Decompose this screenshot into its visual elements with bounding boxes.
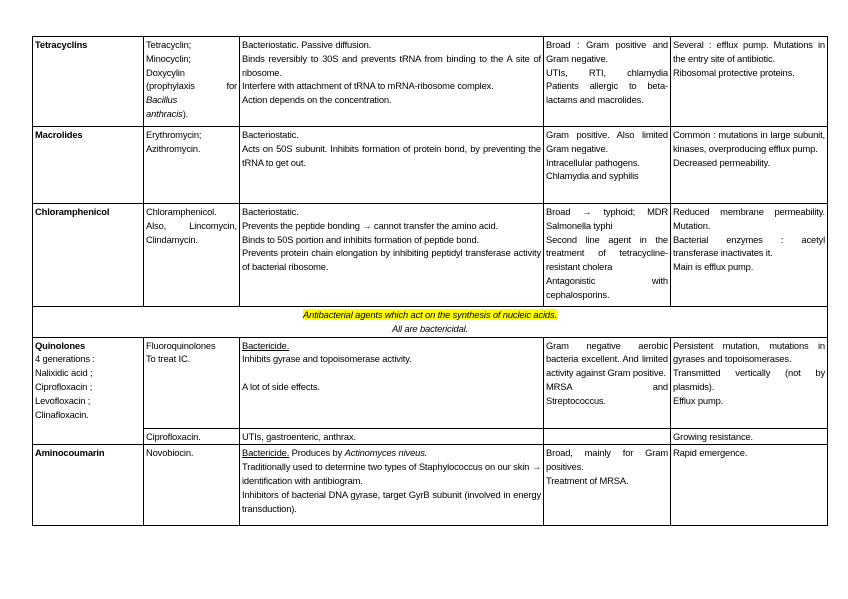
class-name: Chloramphenicol bbox=[33, 204, 144, 307]
spectrum-line: Broad : Gram positive and Gram negative. bbox=[546, 39, 668, 64]
row-quinolones bbox=[33, 337, 828, 428]
resistance-line: Growing resistance. bbox=[671, 428, 828, 445]
mechanism-label: Bactericide. bbox=[242, 339, 290, 351]
spectrum-line: Gram positive. Also limited Gram negative. bbox=[546, 129, 668, 154]
mechanism-line: Interfere with attachment of tRNA to mRNA-ribosome complex. bbox=[242, 80, 494, 92]
row-macrolides bbox=[33, 127, 828, 204]
drug-item: Chloramphenicol. bbox=[146, 206, 217, 217]
mechanism-cell bbox=[240, 37, 544, 127]
class-name: Tetracyclins bbox=[33, 37, 144, 127]
spectrum-line: Broad, mainly for Gram positives. bbox=[546, 447, 668, 473]
resistance-line: Persistent mutation, mutations in gyrases and topoisomerases. bbox=[673, 339, 825, 365]
row-tetracyclins bbox=[33, 37, 828, 127]
resistance-line: Reduced membrane permeability. Mutation. bbox=[673, 206, 825, 231]
resistance-cell bbox=[671, 204, 828, 307]
resistance-cell bbox=[671, 127, 828, 204]
mechanism-line: Action depends on the concentration. bbox=[242, 94, 392, 106]
drug-item: Also, Lincomycin, Clindamycin. bbox=[146, 219, 237, 245]
spectrum-line: Antagonistic with cephalosporins. bbox=[546, 274, 668, 300]
spectrum-line: Streptococcus. bbox=[546, 394, 606, 406]
section-title: Antibacterial agents which act on the synthesis of nucleic acids. bbox=[303, 309, 557, 320]
drug-item: Doxycylin bbox=[146, 66, 185, 78]
spectrum-line: Gram negative aerobic bacteria excellent. And limited activity against Gram positive. bbox=[546, 339, 668, 379]
resistance-line: Bacterial enzymes : acetyl transferase inactivates it. bbox=[673, 233, 825, 259]
class-name: Quinolones bbox=[35, 339, 86, 351]
spectrum-line: UTIs, RTI, chlamydia bbox=[546, 66, 668, 78]
mechanism-line: Inhibitors of bacterial DNA gyrase, target GyrB subunit (involved in energy transduction). bbox=[242, 488, 541, 514]
mechanism-cell bbox=[240, 337, 544, 428]
resistance-line: Efflux pump. bbox=[673, 394, 724, 406]
drug-item: Azithromycin. bbox=[146, 142, 201, 154]
class-name: Macrolides bbox=[33, 127, 144, 204]
mechanism-cell bbox=[240, 127, 544, 204]
class-detail: Nalixidic acid ; bbox=[35, 367, 93, 379]
mechanism-cell bbox=[240, 204, 544, 307]
resistance-line: Transmitted vertically (not by plasmids). bbox=[673, 367, 825, 392]
mechanism-cell bbox=[240, 445, 544, 526]
antibiotic-table bbox=[32, 36, 828, 526]
drug-organism: anthracis bbox=[146, 107, 183, 119]
resistance-line: Common : mutations in large subunit, kinases, overproducing efflux pump. bbox=[673, 129, 825, 154]
mechanism-line: Traditionally used to determine two types of Staphylococcus on our skin → identification with antibiogram. bbox=[242, 461, 541, 486]
drug-list bbox=[144, 337, 240, 428]
spectrum-cell bbox=[544, 445, 671, 526]
row-ciprofloxacin bbox=[33, 428, 828, 445]
mechanism-line: Binds to 50S portion and inhibits formation of peptide bond. bbox=[242, 233, 479, 245]
drug-item: To treat IC. bbox=[146, 353, 191, 365]
mechanism-line: Acts on 50S subunit. Inhibits formation of protein bond, by preventing the tRNA to get out. bbox=[242, 142, 541, 168]
spectrum-line: Chlamydia and syphilis bbox=[546, 170, 639, 182]
drug-list bbox=[144, 204, 240, 307]
mechanism-line: A lot of side effects. bbox=[242, 380, 320, 392]
section-header-row bbox=[33, 307, 828, 338]
resistance-cell bbox=[671, 445, 828, 526]
produced-by: Produces by bbox=[291, 447, 343, 459]
resistance-cell bbox=[671, 337, 828, 428]
resistance-line: Several : efflux pump. Mutations in the entry site of antibiotic. bbox=[673, 39, 825, 64]
spectrum-cell bbox=[544, 37, 671, 127]
spectrum-line: Patients allergic to beta-lactams and macrolides. bbox=[546, 80, 668, 106]
drug-item: Erythromycin; bbox=[146, 129, 202, 140]
organism: Actinomyces niveus. bbox=[344, 447, 428, 459]
mechanism-line: Prevents protein chain elongation by inhibiting peptidyl transferase activity of bacterial ribosome. bbox=[242, 247, 541, 273]
mechanism-line: Binds reversibly to 30S and prevents tRNA from binding to the A site of ribosome. bbox=[242, 52, 541, 78]
resistance-line: Rapid emergence. bbox=[673, 447, 748, 459]
spectrum-line: Intracellular pathogens. bbox=[546, 156, 640, 168]
class-detail: Levofloxacin ; bbox=[35, 394, 91, 406]
spectrum-cell bbox=[544, 337, 671, 428]
resistance-line: Ribosomal protective proteins. bbox=[673, 66, 795, 78]
spectrum-line: Treatment of MRSA. bbox=[546, 474, 629, 486]
section-subtitle: All are bactericidal. bbox=[391, 322, 469, 334]
resistance-cell bbox=[671, 37, 828, 127]
mechanism-label: Bactericide. bbox=[242, 447, 290, 459]
class-cell bbox=[33, 337, 144, 445]
spectrum-cell bbox=[544, 127, 671, 204]
drug-organism: Bacillus bbox=[146, 94, 178, 106]
mechanism-line: Bacteriostatic. bbox=[242, 129, 299, 140]
resistance-line: Decreased permeability. bbox=[673, 156, 770, 168]
mechanism-line: Prevents the peptide bonding → cannot transfer the amino acid. bbox=[242, 219, 498, 231]
drug-item: Ciprofloxacin. bbox=[144, 428, 240, 445]
spectrum-line: Broad → typhoid; MDR Salmonella typhi bbox=[546, 206, 668, 231]
mechanism-line: Bacteriostatic. Passive diffusion. bbox=[242, 39, 372, 50]
drug-item: Tetracyclin; bbox=[146, 39, 192, 50]
drug-list bbox=[144, 37, 240, 127]
spectrum-cell bbox=[544, 204, 671, 307]
class-name: Aminocoumarin bbox=[33, 445, 144, 526]
drug-item: (prophylaxis for bbox=[146, 80, 237, 92]
class-detail: Ciprofloxacin ; bbox=[35, 380, 93, 392]
mechanism-line: Bacteriostatic. bbox=[242, 206, 299, 217]
section-header bbox=[33, 307, 828, 338]
class-detail: Clinafloxacin. bbox=[35, 408, 89, 420]
drug-item: Novobiocin. bbox=[144, 445, 240, 526]
spectrum-line: Second line agent in the treatment of tetracycline-resistant cholera bbox=[546, 233, 668, 273]
resistance-line: Main is efflux pump. bbox=[673, 261, 754, 273]
row-chloramphenicol bbox=[33, 204, 828, 307]
drug-list bbox=[144, 127, 240, 204]
row-aminocoumarin bbox=[33, 445, 828, 526]
drug-tail: ). bbox=[182, 107, 189, 119]
spectrum-line: MRSA and bbox=[546, 380, 668, 392]
drug-item: Fluoroquinolones bbox=[146, 339, 216, 351]
drug-item: Minocyclin; bbox=[146, 52, 191, 64]
spectrum-cell bbox=[544, 428, 671, 445]
use-line: UTIs, gastroenteric, anthrax. bbox=[240, 428, 544, 445]
class-detail: 4 generations : bbox=[35, 353, 95, 365]
mechanism-line: Inhibits gyrase and topoisomerase activity. bbox=[242, 353, 412, 365]
